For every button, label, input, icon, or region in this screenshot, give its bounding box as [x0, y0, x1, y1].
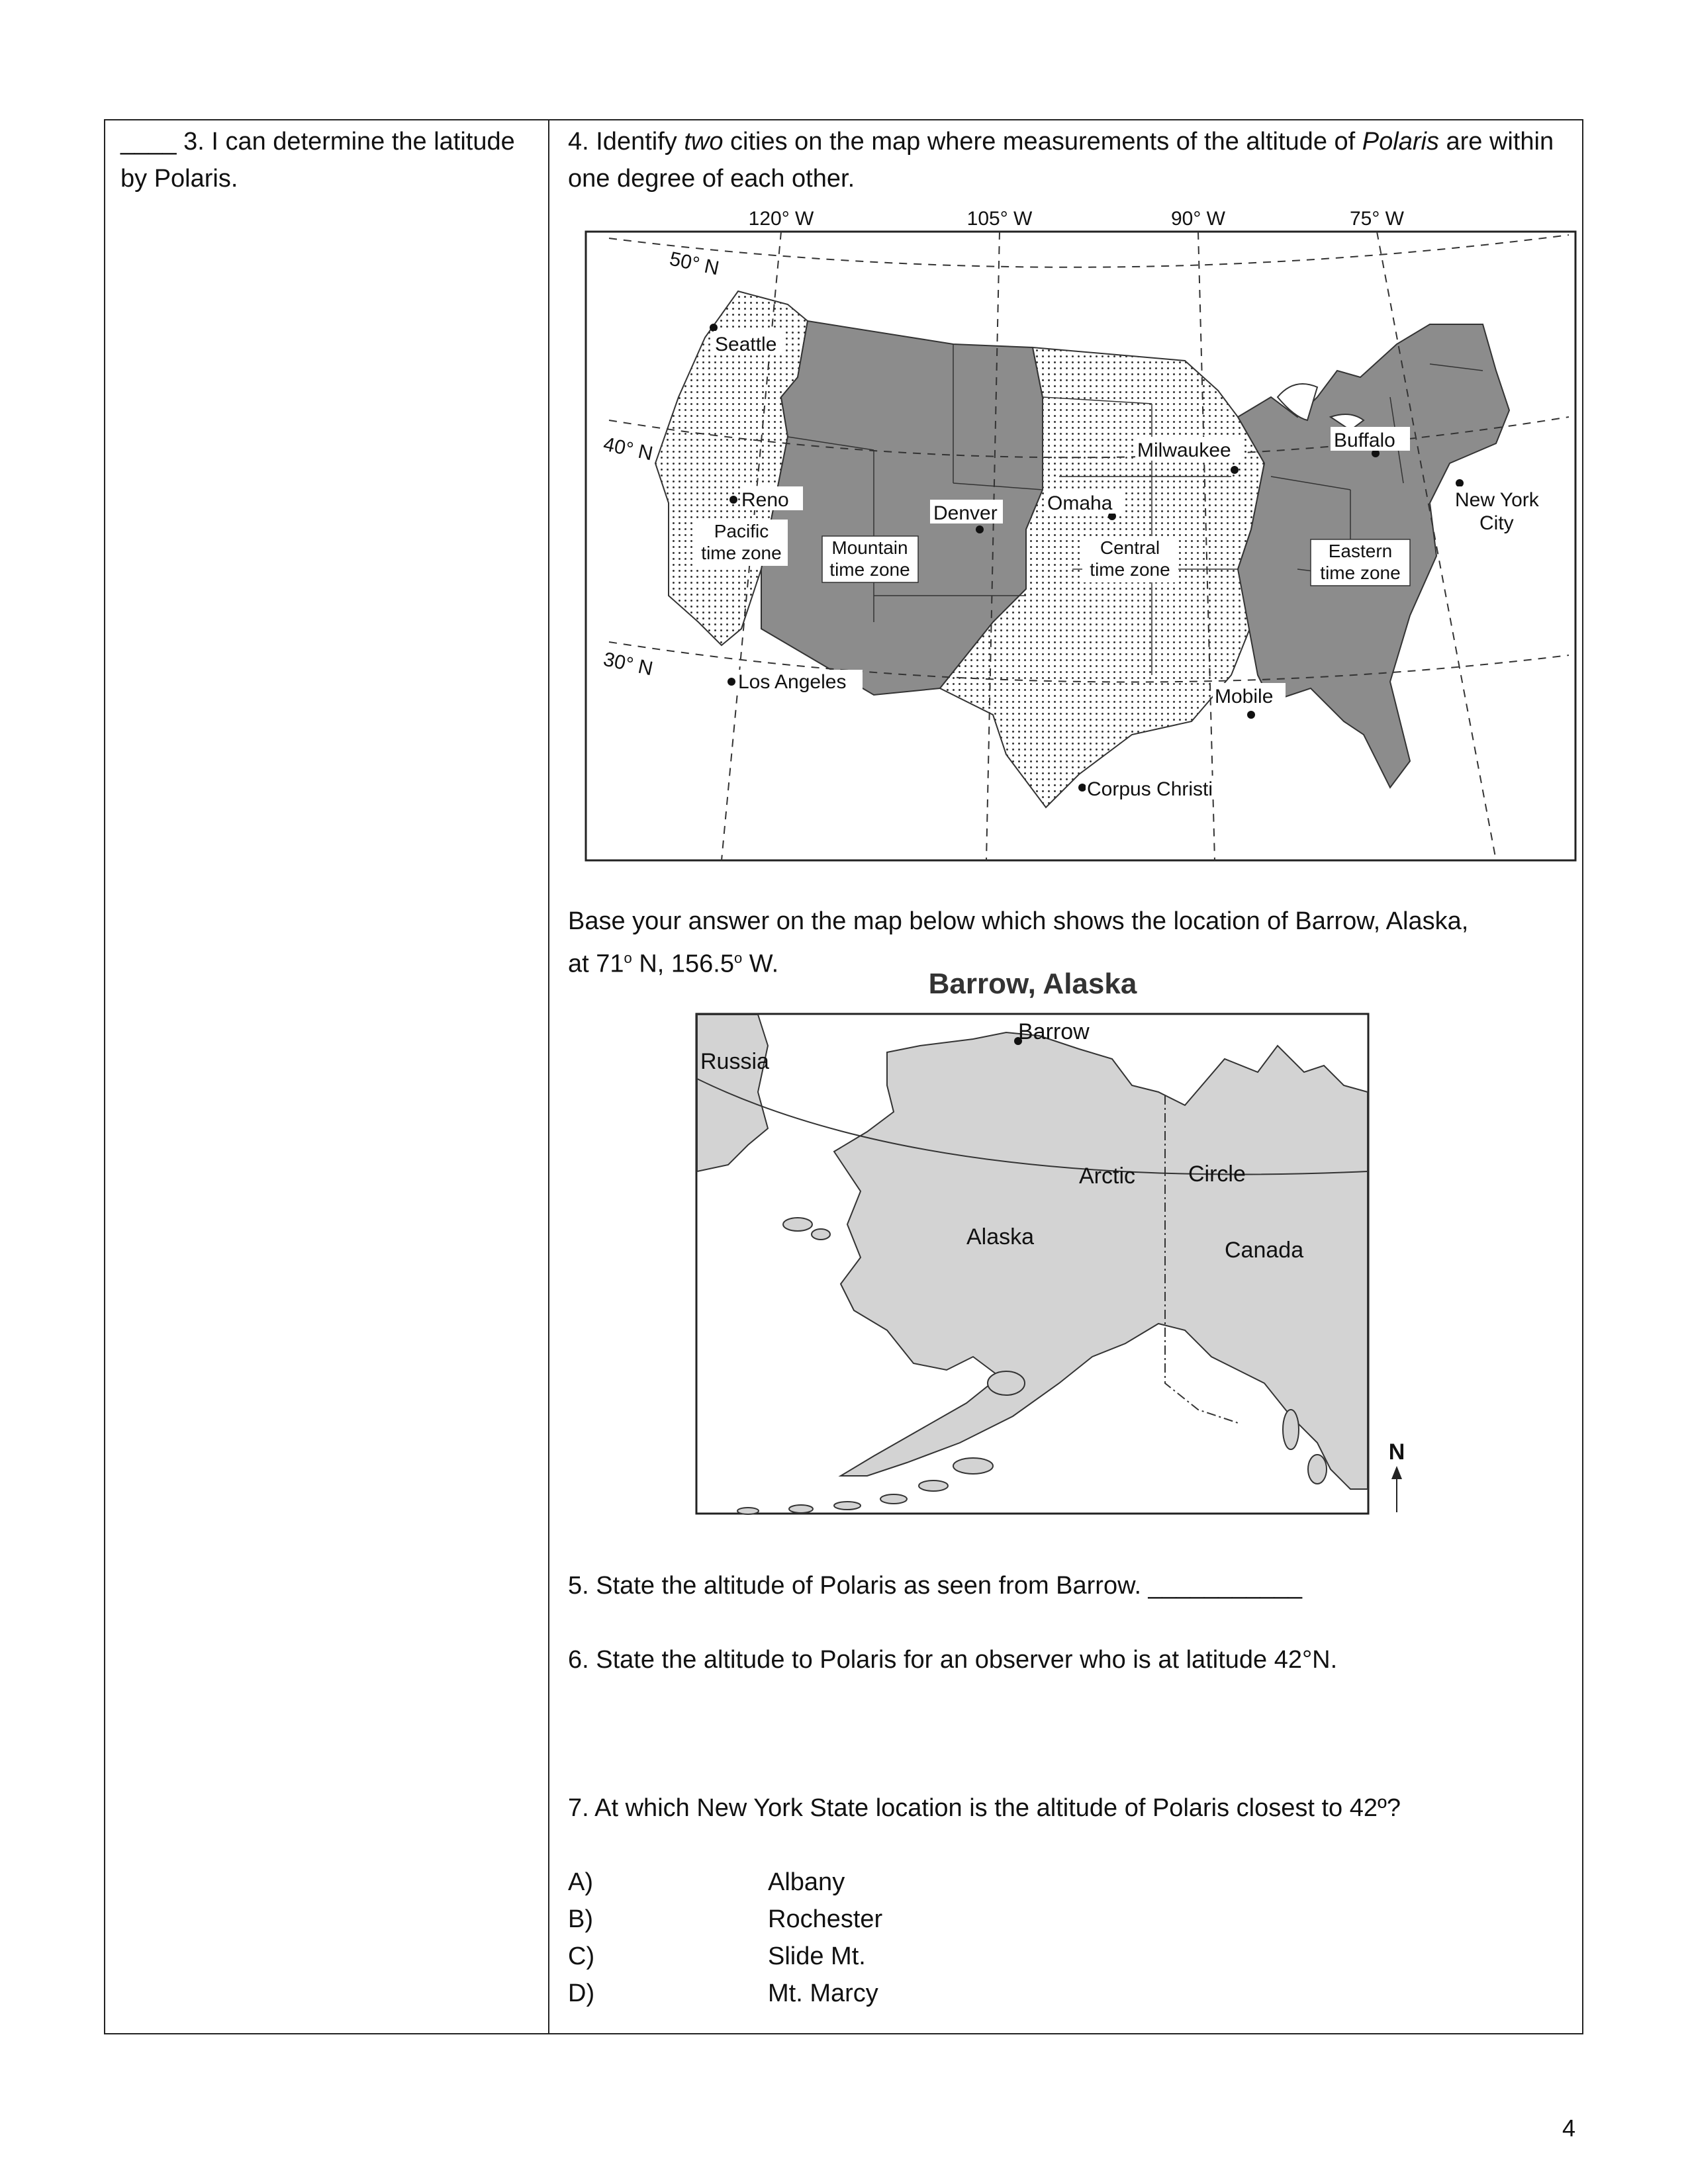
label-arctic: Arctic — [1079, 1163, 1135, 1189]
q4-middle: cities on the map where measurements of the altitude of — [723, 128, 1362, 156]
eastern-label-2: time zone — [1320, 563, 1401, 583]
question-7: 7. At which New York State location is the altitude of Polaris closest to 42º? — [568, 1794, 1401, 1822]
barrow-lon-dir: W. — [742, 950, 779, 978]
city-reno: Reno — [741, 489, 789, 511]
option-b-letter: B) — [568, 1905, 593, 1933]
lat-label-50: 50° N — [667, 248, 722, 280]
pacific-label-2: time zone — [701, 543, 782, 563]
q4-star-name: Polaris — [1362, 128, 1439, 156]
barrow-lon: N, 156.5 — [632, 950, 734, 978]
city-seattle: Seattle — [715, 334, 777, 355]
label-canada: Canada — [1225, 1238, 1304, 1263]
objective-text — [120, 123, 531, 197]
alaska-map-title: Barrow, Alaska — [928, 968, 1137, 1000]
mountain-label-1: Mountain — [831, 537, 908, 558]
pacific-label-1: Pacific — [714, 521, 769, 541]
question-4 — [568, 123, 1574, 197]
central-label-1: Central — [1100, 537, 1160, 558]
barrow-lat: at 71 — [568, 950, 624, 978]
lon-label-75: 75° W — [1349, 208, 1405, 230]
page-number: 4 — [1562, 2115, 1575, 2142]
q4-emphasis: two — [684, 128, 724, 156]
lat-label-40: 40° N — [601, 433, 655, 465]
label-russia: Russia — [700, 1049, 769, 1074]
q4-prefix: 4. Identify — [568, 128, 684, 156]
city-new-york: New York — [1455, 489, 1539, 511]
option-d-letter: D) — [568, 1979, 595, 2007]
city-mobile: Mobile — [1215, 686, 1274, 707]
objective-blank: ____ — [120, 128, 177, 156]
city-buffalo: Buffalo — [1334, 430, 1395, 451]
us-time-zone-map — [569, 199, 1589, 867]
objective-statement: 3. I can determine the latitude by Polaris. — [120, 128, 515, 193]
city-omaha: Omaha — [1047, 492, 1113, 514]
q4-suffix: are within one degree of each other. — [568, 128, 1554, 193]
option-a-text: Albany — [768, 1868, 845, 1896]
label-circle: Circle — [1188, 1161, 1246, 1187]
label-barrow: Barrow — [1018, 1019, 1090, 1044]
question-5: 5. State the altitude of Polaris as seen from Barrow. ___________ — [568, 1572, 1303, 1600]
city-denver: Denver — [933, 502, 998, 524]
label-alaska: Alaska — [966, 1224, 1035, 1250]
mountain-label-2: time zone — [829, 559, 910, 580]
lon-label-105: 105° W — [966, 208, 1033, 230]
north-arrow-icon — [1391, 1466, 1402, 1479]
eastern-label-1: Eastern — [1328, 541, 1393, 561]
option-b-text: Rochester — [768, 1905, 883, 1933]
city-milwaukee: Milwaukee — [1137, 439, 1231, 461]
degree-mark-2: o — [734, 950, 743, 966]
city-los-angeles: Los Angeles — [738, 671, 847, 693]
city-corpus-christi: Corpus Christi — [1087, 778, 1213, 800]
option-d-text: Mt. Marcy — [768, 1979, 878, 2007]
city-new-york-city: City — [1479, 512, 1514, 534]
central-label-2: time zone — [1090, 559, 1170, 580]
option-a-letter: A) — [568, 1868, 593, 1896]
alaska-map — [695, 1013, 1443, 1522]
barrow-intro-line1: Base your answer on the map below which shows the location of Barrow, Alaska, — [568, 907, 1469, 935]
column-divider — [548, 119, 549, 2034]
lat-label-30: 30° N — [601, 648, 655, 680]
lon-label-120: 120° W — [748, 208, 814, 230]
option-c-text: Slide Mt. — [768, 1942, 866, 1970]
degree-mark-1: o — [624, 950, 632, 966]
question-6: 6. State the altitude to Polaris for an observer who is at latitude 42°N. — [568, 1646, 1338, 1674]
north-label: N — [1388, 1439, 1405, 1465]
option-c-letter: C) — [568, 1942, 595, 1970]
lon-label-90: 90° W — [1170, 208, 1226, 230]
